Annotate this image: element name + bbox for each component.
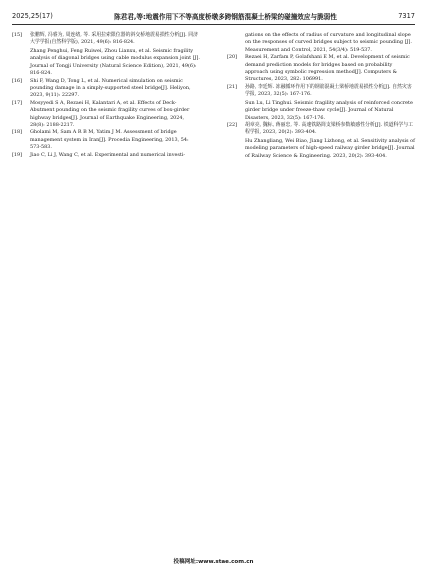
submission-url: 投稿网址:www.stae.com.cn (173, 559, 254, 565)
reference-number: [19] (12, 151, 23, 158)
reference-column-left (12, 32, 200, 159)
reference-number (227, 32, 245, 54)
reference-text: 胡章亮, 魏标, 蒋丽忠, 等. 高速铁路简支梁桥参数敏感性分析[J]. 铁道科学与工程学报, 2023, 20(2): 393-404. (245, 122, 414, 136)
reference-number: [22] (227, 122, 238, 129)
reference-text: Mosyyedi S A, Rezaei H, Kalantari A, et al. Effects of Deck-Abutment pounding on the seismic fragility curves of box-girder highway bridges[J]. Journal of Earthquake Engineering, 2024, 28(8): 2188-2217. (30, 99, 190, 129)
reference-number: [16] (12, 77, 23, 84)
reference-text-english: Zhang Penghui, Feng Ruiwei, Zhou Lianxu, et al. Seismic fragility analysis of diagonal bridges using cable modulus expansion joint [J]. Journal of Tongji University (Natural Science Edition), 2021, 49(6): 816-824. (30, 48, 200, 77)
reference-item (12, 152, 200, 159)
reference-item (12, 78, 200, 100)
reference-text: Rezaei H, Zarfam P, Golafshani E M, et al. Development of seismic demand prediction models for bridges based on probability approach using symbolic regression method[J]. Computers & Structures, 2023, 282: 106991. (245, 54, 410, 83)
reference-text-english: Hu Zhangliang, Wei Biao, Jiang Lizhong, et al. Sensitivity analysis of modeling parameters of high-speed railway girder bridge[J]. Journal of Railway Science & Engineering. 2023, 20(2): 393-404. (245, 138, 415, 159)
reference-number: [20] (227, 54, 238, 61)
reference-text-english: Sun Lu, Li Tinghui. Seismic fragility analysis of reinforced concrete girder bridge under freeze-thaw cycle[J]. Journal of Natural Disasters, 2023, 32(5): 167-176. (245, 99, 413, 121)
reference-item (12, 32, 200, 78)
running-header (12, 8, 415, 24)
reference-text: Shi F, Wang D, Tong L, et al. Numerical simulation on seismic pounding damage in a simply-supported steel bridge[J]. Heliyon, 2023, 9(11): 22297. (30, 77, 191, 99)
page-number: 7317 (398, 12, 415, 20)
reference-text: 孙路, 李廷辉. 冻融循环作用下的钢筋混凝土梁桥地震易损性分析[J]. 自然灾害学报, 2023, 32(5): 167-176. (245, 83, 412, 98)
reference-number: [18] (12, 129, 23, 136)
reference-number: [15] (12, 32, 23, 38)
reference-text: Jiao C, Li J, Wang C, et al. Experimental and numerical investi- (30, 151, 186, 158)
reference-item (227, 54, 415, 84)
reference-number: [17] (12, 99, 23, 106)
reference-item (12, 100, 200, 130)
reference-item-continued (227, 32, 415, 54)
reference-item (227, 84, 415, 122)
reference-text: 张鹏辉, 冯睿为, 周连绪, 等. 采用拉索限位器的斜交桥地震易损性分析[J]. 同济大学学报(自然科学版), 2021, 49(6): 816-824. (30, 32, 199, 46)
reference-text: Gholami M, Sam A R B M, Yatim J M. Assessment of bridge management system in Iran[J]. Procedia Engineering, 2013, 54: 573-583. (30, 129, 189, 151)
running-title: 陈君君,等:地震作用下不等高度桥墩多跨钢筋混凝土桥梁的碰撞效应与脆弱性 (114, 13, 337, 21)
reference-number: [21] (227, 83, 238, 90)
reference-column-right (227, 32, 415, 160)
reference-text: gations on the effects of radius of curvature and longitudinal slope on the responses of curved bridges subject to seismic pounding [J]. Measurement and Control, 2021, 54(3/4): 519-537. (245, 32, 412, 53)
header-rule (12, 24, 415, 25)
reference-item (12, 129, 200, 151)
issue-info: 2025,25(17) (12, 12, 53, 20)
reference-item (227, 122, 415, 160)
